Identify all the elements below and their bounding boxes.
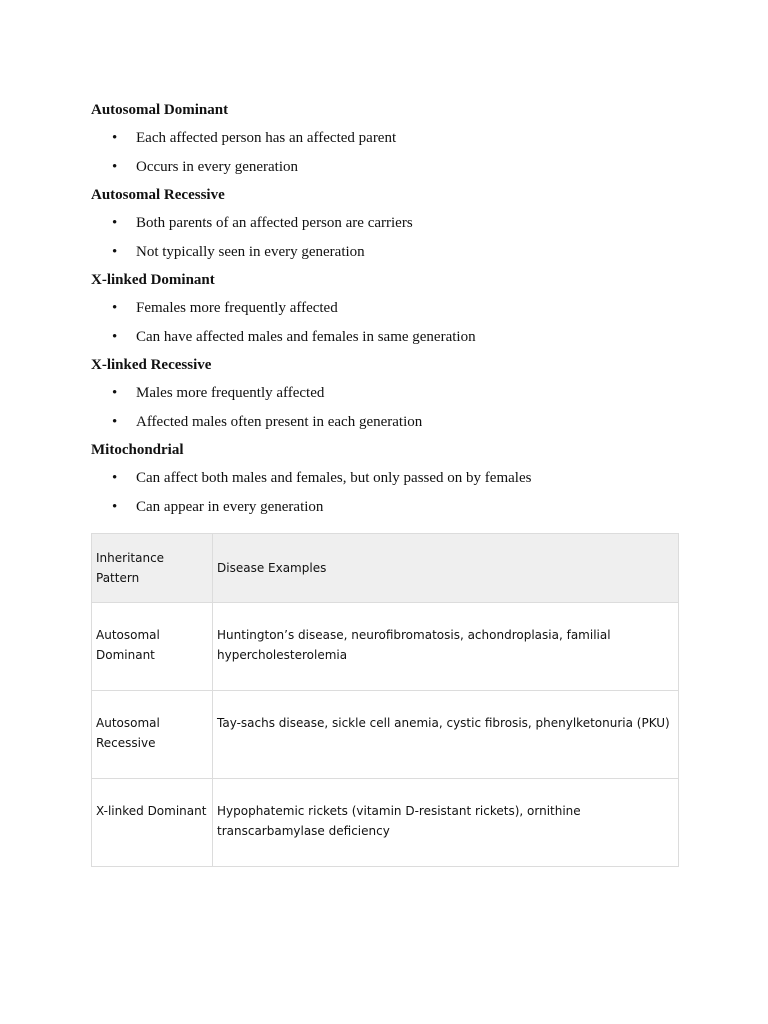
list-item xyxy=(91,384,678,402)
list-item xyxy=(91,498,678,516)
inheritance-pattern-cell: Autosomal Recessive xyxy=(92,691,213,779)
list-item xyxy=(91,243,678,261)
section-heading: X-linked Recessive xyxy=(91,357,212,373)
table-row xyxy=(92,779,679,867)
list-item xyxy=(91,299,678,317)
list-item xyxy=(91,214,678,232)
bullet-icon: • xyxy=(112,243,118,260)
bullet-list xyxy=(91,384,678,431)
disease-examples-table xyxy=(91,533,679,867)
section-heading: Autosomal Recessive xyxy=(91,187,225,203)
bullet-icon: • xyxy=(112,130,118,146)
list-item-text: Both parents of an affected person are carriers xyxy=(136,215,413,231)
bullet-icon: • xyxy=(112,328,118,345)
inheritance-notes xyxy=(91,101,678,526)
list-item xyxy=(91,129,678,147)
list-item-text: Affected males often present in each generation xyxy=(136,413,423,430)
disease-examples-cell: Huntington’s disease, neurofibromatosis, achondroplasia, familial hypercholesterolemia xyxy=(213,603,679,691)
bullet-list xyxy=(91,469,678,516)
list-item-text: Each affected person has an affected parent xyxy=(136,130,397,146)
list-item-text: Can affect both males and females, but only passed on by females xyxy=(136,470,532,486)
disease-examples-cell: Tay-sachs disease, sickle cell anemia, cystic fibrosis, phenylketonuria (PKU) xyxy=(213,691,679,779)
bullet-list xyxy=(91,214,678,261)
list-item xyxy=(91,328,678,346)
bullet-icon: • xyxy=(112,215,118,231)
list-item-text: Can have affected males and females in same generation xyxy=(136,328,476,345)
table-row xyxy=(92,603,679,691)
list-item xyxy=(91,413,678,431)
bullet-icon: • xyxy=(112,158,118,175)
bullet-icon: • xyxy=(112,385,118,401)
disease-examples-cell: Hypophatemic rickets (vitamin D-resistant rickets), ornithine transcarbamylase deficiency xyxy=(213,779,679,867)
column-header-disease-examples: Disease Examples xyxy=(213,534,679,603)
section-heading: Mitochondrial xyxy=(91,442,184,458)
bullet-icon: • xyxy=(112,413,118,430)
bullet-icon: • xyxy=(112,470,118,486)
list-item-text: Males more frequently affected xyxy=(136,385,325,401)
bullet-list xyxy=(91,129,678,176)
bullet-icon: • xyxy=(112,300,118,316)
list-item-text: Can appear in every generation xyxy=(136,498,324,515)
section-heading: Autosomal Dominant xyxy=(91,102,229,118)
list-item-text: Not typically seen in every generation xyxy=(136,243,365,260)
column-header-inheritance-pattern: Inheritance Pattern xyxy=(92,534,213,603)
section-heading: X-linked Dominant xyxy=(91,272,215,288)
inheritance-pattern-cell: X-linked Dominant xyxy=(92,779,213,867)
inheritance-pattern-cell: Autosomal Dominant xyxy=(92,603,213,691)
list-item-text: Females more frequently affected xyxy=(136,300,338,316)
table-row xyxy=(92,691,679,779)
bullet-icon: • xyxy=(112,498,118,515)
list-item-text: Occurs in every generation xyxy=(136,158,299,175)
table-header-row xyxy=(92,534,679,603)
list-item xyxy=(91,158,678,176)
list-item xyxy=(91,469,678,487)
bullet-list xyxy=(91,299,678,346)
